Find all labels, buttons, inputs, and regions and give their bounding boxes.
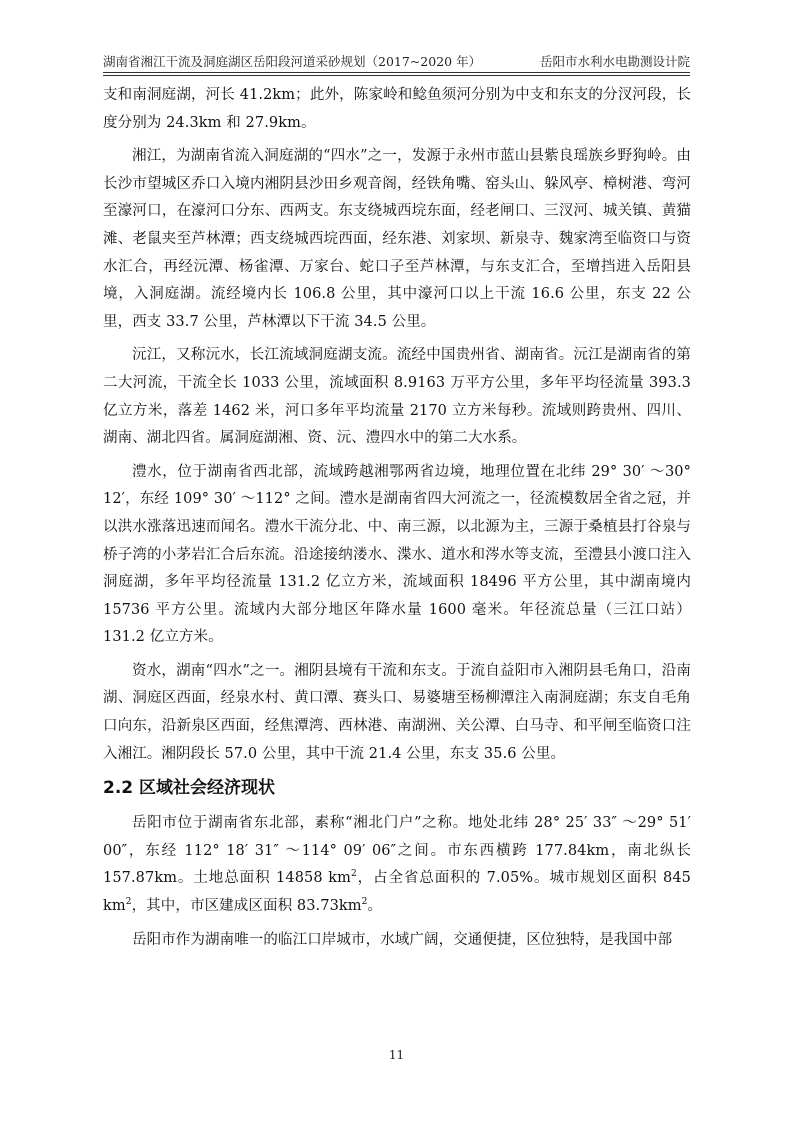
paragraph-xiangjiang: 湘江，为湖南省流入洞庭湖的“四水”之一，发源于永州市蓝山县紫良瑶族乡野狗岭。由长沙市望城区乔口入境内湘阴县沙田乡观音阁，经铁角嘴、窑头山、躲风亭、樟树港、弯河至濠河口，在濠河口分东、西两支。东支绕城西垸东面，经老闸口、三汊河、城关镇、黄猫滩、老鼠夹至芦林潭；西支绕城西垸西面，经东港、刘家坝、新泉寺、魏家湾至临资口与资水汇合，再经沅潭、杨雀潭、万家台、蛇口子至芦林潭，与东支汇合，至增挡进入岳阳县境，入洞庭湖。流经境内长 106.8 公里，其中濠河口以上干流 16.6 公里，东支 22 公里，西支 33.7 公里，芦林潭以下干流 34.5 公里。 — [103, 148, 691, 330]
paragraph-continuation: 支和南洞庭湖，河长 41.2km；此外，陈家岭和鲶鱼须河分别为中支和东支的分汊河段，长度分别为 24.3km 和 27.9km。 — [103, 87, 691, 131]
superscript-area-unit: 2 — [361, 897, 368, 908]
superscript-area-unit: 2 — [125, 897, 132, 908]
paragraph-lishui: 澧水，位于湖南省西北部，流域跨越湘鄂两省边境，地理位置在北纬 29° 30′ ～30° 12′，东经 109° 30′ ～112° 之间。澧水是湖南省四大河流之一，径流模数居全省之冠，并以洪水涨落迅速而闻名。澧水干流分北、中、南三源，以北源为主，三源于桑植县打谷泉与桥子湾的小茅岩汇合后东流。沿途接纳溇水、渫水、道水和涔水等支流，至澧县小渡口注入洞庭湖，多年平均径流量 131.2 亿立方米，流域面积 18496 平方公里，其中湖南境内 15736 平方公里。流域内大部分地区年降水量 1600 毫米。年径流总量（三江口站）131.2 亿立方米。 — [103, 463, 691, 646]
header-organization: 岳阳市水利水电勘测设计院 — [539, 54, 690, 69]
page-number: 11 — [388, 1048, 405, 1062]
header-report-title: 湖南省湘江干流及洞庭湖区岳阳段河道采砂规划（2017~2020 年） — [103, 54, 482, 69]
paragraph-yueyang-location: 岳阳市作为湖南唯一的临江口岸城市，水域广阔，交通便捷，区位独特，是我国中部 — [132, 931, 673, 948]
section-heading: 2.2 区域社会经济现状 — [103, 778, 276, 799]
overview-text-part3: ，其中，市区建成区面积 83.73km — [131, 898, 362, 915]
overview-text-part1: 岳阳市位于湖南省东北部，素称“湘北门户”之称。地处北纬 28° 25′ 33″ ～29° 51′ 00″，东经 112° 18′ 31″ ～114° 09′ 06″之间。市东西横跨 177.84km，南北纵长 157.87km。土地总面积 14858 km — [103, 815, 691, 887]
paragraph-yuanjiang: 沅江，又称沅水，长江流域洞庭湖支流。流经中国贵州省、湖南省。沅江是湖南省的第二大河流，干流全长 1033 公里，流域面积 8.9163 万平方公里，多年平均径流量 393.3 亿立方米，落差 1462 米，河口多年平均流量 2170 立方米每秒。流域则跨贵州、四川、湖南、湖北四省。属洞庭湖湘、资、沅、澧四水中的第二大水系。 — [103, 347, 691, 447]
superscript-area-unit: 2 — [350, 869, 357, 880]
paragraph-zishui: 资水，湖南“四水”之一。湘阴县境有干流和东支。于流自益阳市入湘阴县毛角口，沿南湖、洞庭区西面，经泉水村、黄口潭、赛头口、易婆塘至杨柳潭注入南洞庭湖；东支自毛角口向东，沿新泉区西面，经焦潭湾、西林港、南湖洲、关公潭、白马寺、和平闸至临资口注入湘江。湘阴段长 57.0 公里，其中干流 21.4 公里，东支 35.6 公里。 — [103, 662, 691, 762]
page-header — [103, 52, 690, 70]
overview-text-part4: 。 — [367, 898, 383, 915]
page-body — [103, 82, 691, 960]
header-rule-thick — [103, 75, 690, 76]
overview-text-part2: ，占全省总面积的 7.05%。城市规划区面积 845 km — [103, 870, 691, 915]
header-rule-thin — [103, 72, 690, 73]
paragraph-yueyang-overview — [103, 810, 691, 920]
